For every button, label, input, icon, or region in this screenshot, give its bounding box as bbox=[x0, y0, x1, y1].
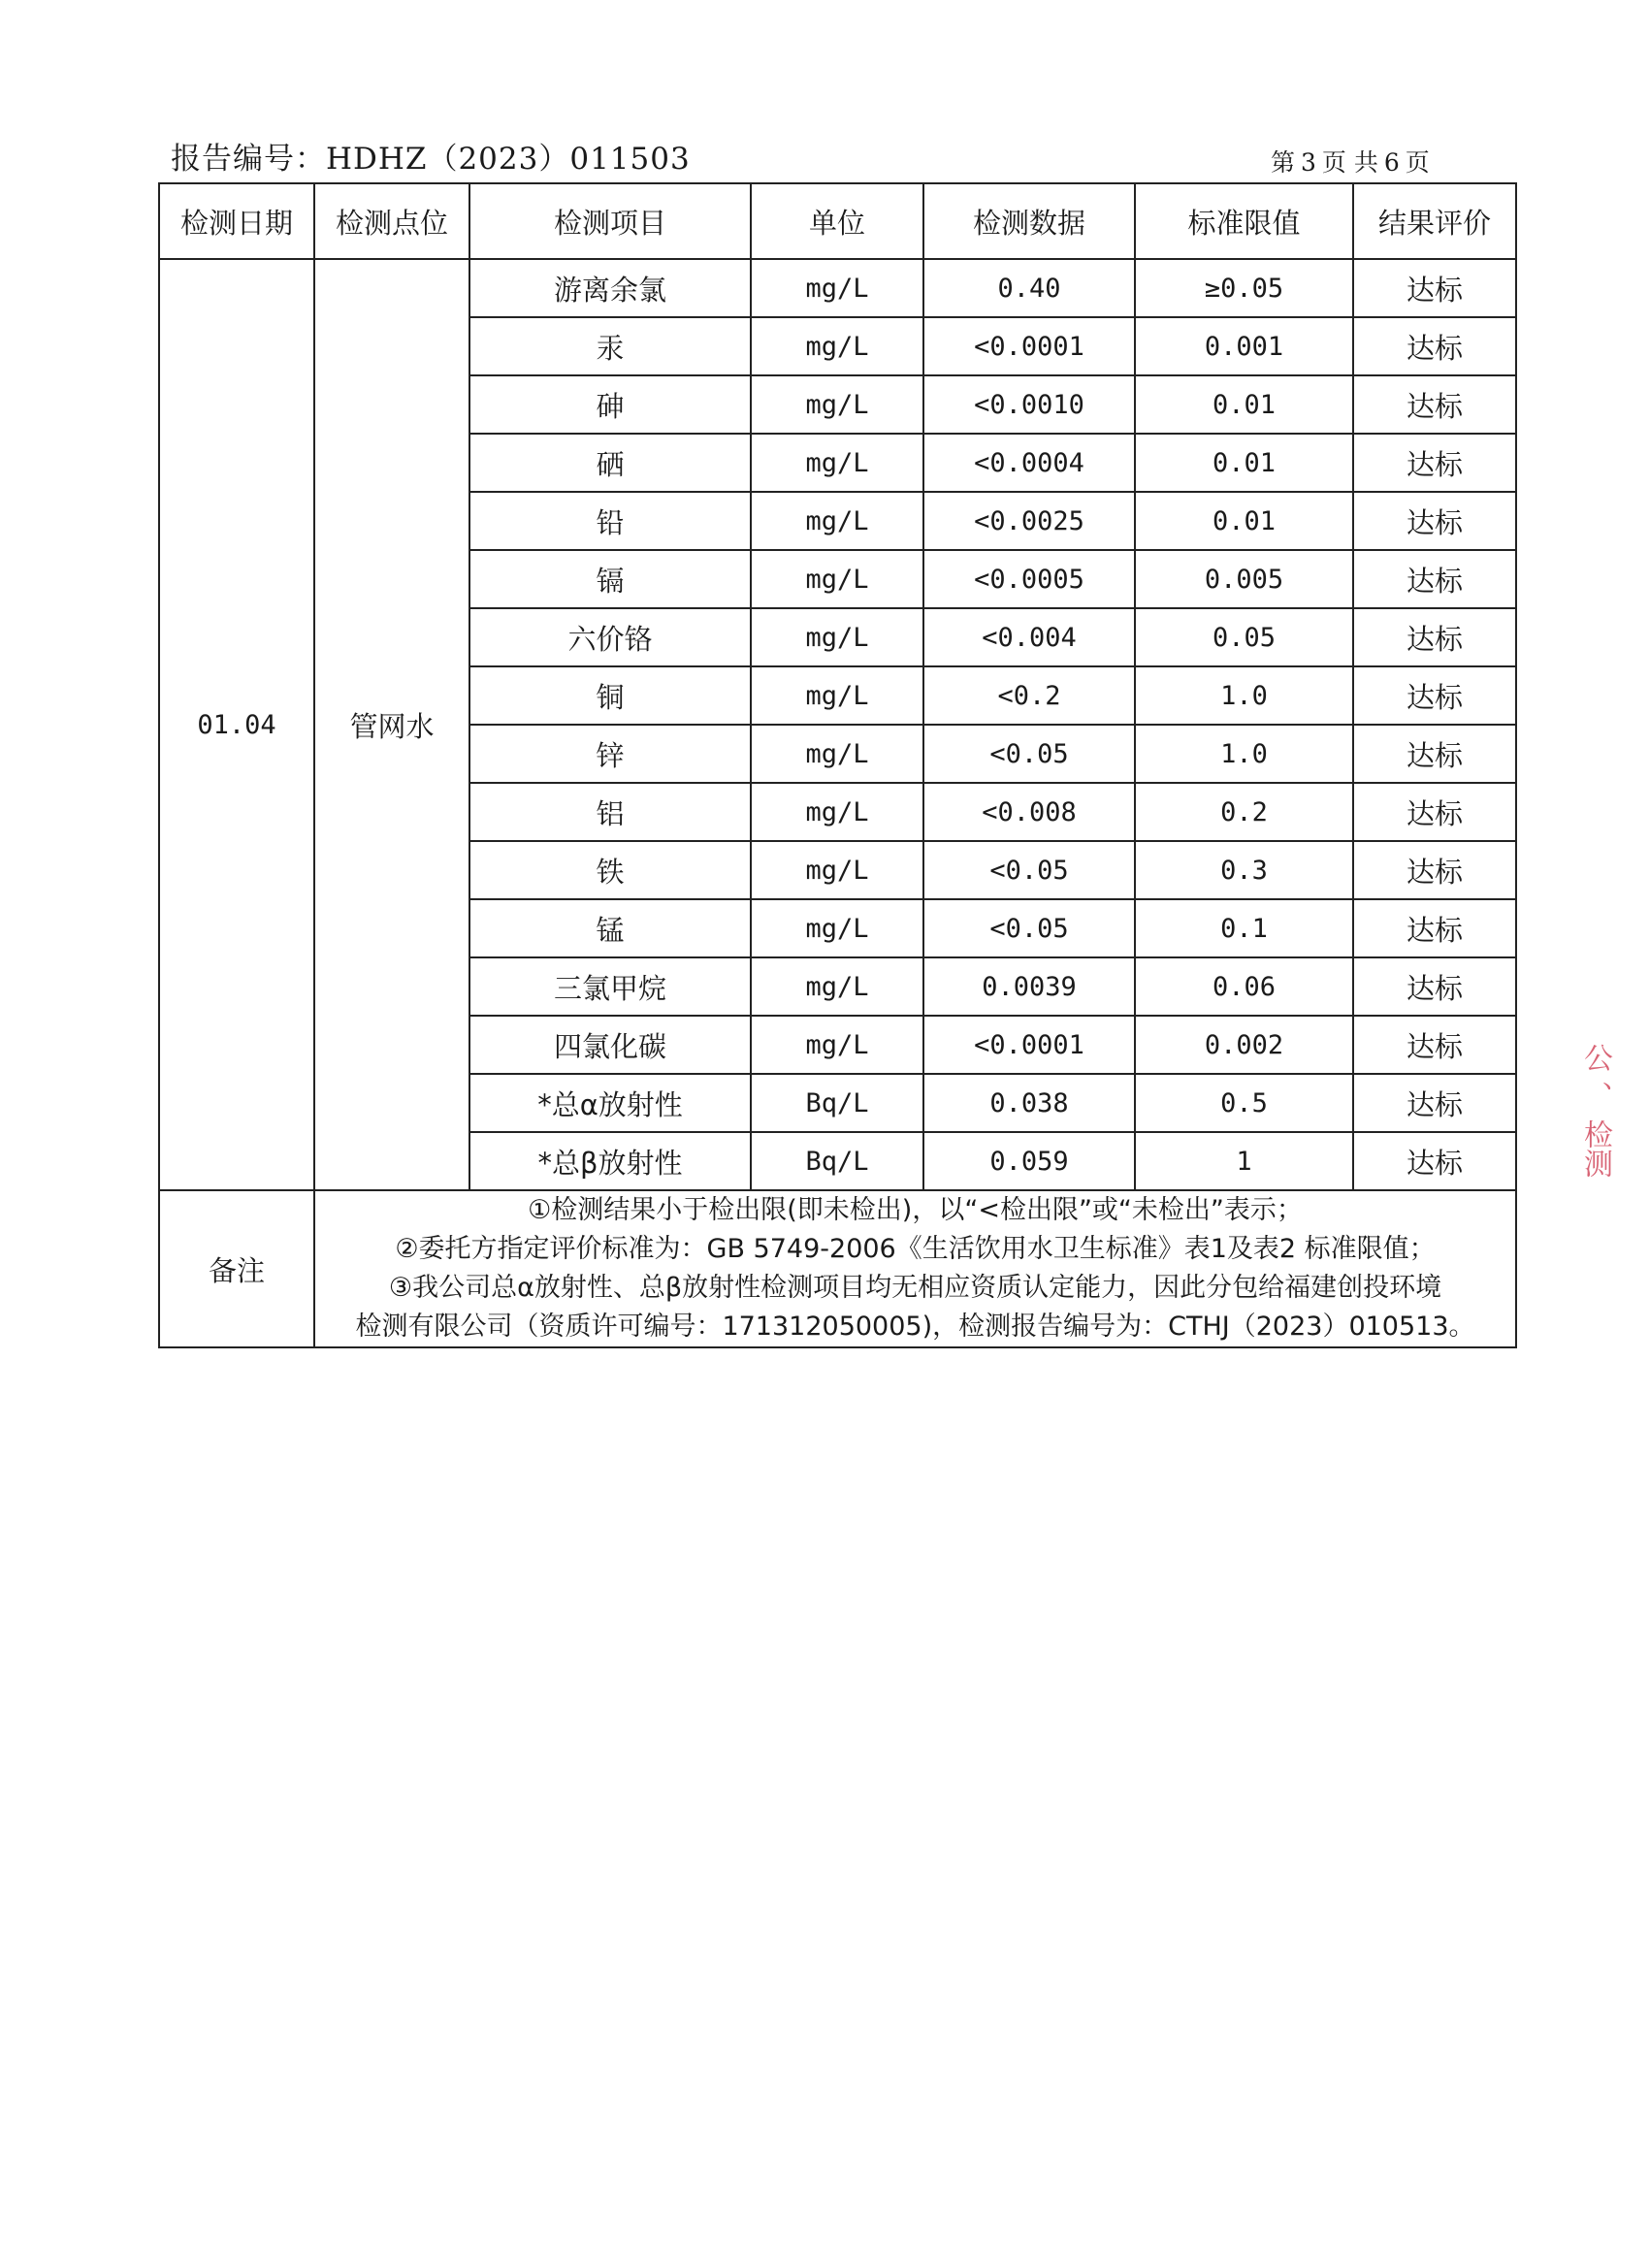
unit: mg/L bbox=[751, 375, 923, 434]
unit: mg/L bbox=[751, 899, 923, 957]
unit: Bq/L bbox=[751, 1132, 923, 1190]
result-eval: 达标 bbox=[1353, 1016, 1516, 1074]
limit-value: 0.005 bbox=[1135, 550, 1353, 608]
limit-value: 0.2 bbox=[1135, 783, 1353, 841]
unit: mg/L bbox=[751, 957, 923, 1016]
test-value: <0.0001 bbox=[923, 1016, 1135, 1074]
result-eval: 达标 bbox=[1353, 957, 1516, 1016]
report-number: 报告编号：HDHZ（2023）011503 bbox=[171, 142, 691, 177]
limit-value: 0.002 bbox=[1135, 1016, 1353, 1074]
result-eval: 达标 bbox=[1353, 550, 1516, 608]
col-header-value: 检测数据 bbox=[923, 183, 1135, 259]
limit-value: 0.001 bbox=[1135, 317, 1353, 375]
result-eval: 达标 bbox=[1353, 725, 1516, 783]
col-header-unit: 单位 bbox=[751, 183, 923, 259]
test-item: 锰 bbox=[469, 899, 751, 957]
test-item: 铝 bbox=[469, 783, 751, 841]
result-eval: 达标 bbox=[1353, 1074, 1516, 1132]
unit: mg/L bbox=[751, 841, 923, 899]
limit-value: 1 bbox=[1135, 1132, 1353, 1190]
test-value: <0.05 bbox=[923, 725, 1135, 783]
limit-value: 0.06 bbox=[1135, 957, 1353, 1016]
page-indicator bbox=[1271, 144, 1436, 178]
test-item: 游离余氯 bbox=[469, 259, 751, 317]
limit-value: 0.05 bbox=[1135, 608, 1353, 666]
unit: mg/L bbox=[751, 1016, 923, 1074]
test-item: 三氯甲烷 bbox=[469, 957, 751, 1016]
result-eval: 达标 bbox=[1353, 783, 1516, 841]
result-eval: 达标 bbox=[1353, 434, 1516, 492]
test-item: *总β放射性 bbox=[469, 1132, 751, 1190]
test-value: 0.059 bbox=[923, 1132, 1135, 1190]
note-line: ①检测结果小于检出限(即未检出)，以“<检出限”或“未检出”表示； bbox=[528, 1195, 1303, 1225]
limit-value: 0.01 bbox=[1135, 434, 1353, 492]
header-row bbox=[159, 183, 1516, 259]
unit: mg/L bbox=[751, 434, 923, 492]
limit-value: 0.3 bbox=[1135, 841, 1353, 899]
limit-value: ≥0.05 bbox=[1135, 259, 1353, 317]
page-prefix: 第 bbox=[1271, 148, 1296, 177]
result-eval: 达标 bbox=[1353, 666, 1516, 725]
test-site: 管网水 bbox=[314, 259, 469, 1190]
limit-value: 0.01 bbox=[1135, 375, 1353, 434]
unit: mg/L bbox=[751, 259, 923, 317]
test-item: 铜 bbox=[469, 666, 751, 725]
result-eval: 达标 bbox=[1353, 317, 1516, 375]
col-header-limit: 标准限值 bbox=[1135, 183, 1353, 259]
table-row bbox=[159, 259, 1516, 317]
result-eval: 达标 bbox=[1353, 1132, 1516, 1190]
unit: mg/L bbox=[751, 317, 923, 375]
notes-row bbox=[159, 1190, 1516, 1347]
test-item: *总α放射性 bbox=[469, 1074, 751, 1132]
test-date: 01.04 bbox=[159, 259, 314, 1190]
test-value: <0.0010 bbox=[923, 375, 1135, 434]
result-eval: 达标 bbox=[1353, 259, 1516, 317]
unit: mg/L bbox=[751, 725, 923, 783]
test-value: <0.05 bbox=[923, 899, 1135, 957]
test-item: 六价铬 bbox=[469, 608, 751, 666]
unit: mg/L bbox=[751, 550, 923, 608]
test-value: <0.0005 bbox=[923, 550, 1135, 608]
test-value: 0.40 bbox=[923, 259, 1135, 317]
notes-content bbox=[314, 1190, 1516, 1347]
limit-value: 0.5 bbox=[1135, 1074, 1353, 1132]
test-value: <0.0025 bbox=[923, 492, 1135, 550]
notes-label: 备注 bbox=[159, 1190, 314, 1347]
test-value: <0.0001 bbox=[923, 317, 1135, 375]
result-eval: 达标 bbox=[1353, 375, 1516, 434]
test-item: 汞 bbox=[469, 317, 751, 375]
test-value: <0.008 bbox=[923, 783, 1135, 841]
test-value: <0.0004 bbox=[923, 434, 1135, 492]
test-item: 铁 bbox=[469, 841, 751, 899]
limit-value: 1.0 bbox=[1135, 666, 1353, 725]
page-total: 6 bbox=[1383, 148, 1400, 177]
unit: mg/L bbox=[751, 492, 923, 550]
col-header-result: 结果评价 bbox=[1353, 183, 1516, 259]
result-eval: 达标 bbox=[1353, 492, 1516, 550]
limit-value: 1.0 bbox=[1135, 725, 1353, 783]
test-value: 0.038 bbox=[923, 1074, 1135, 1132]
test-value: <0.2 bbox=[923, 666, 1135, 725]
note-line: ③我公司总α放射性、总β放射性检测项目均无相应资质认定能力，因此分包给福建创投环境 bbox=[388, 1273, 1442, 1303]
table-body bbox=[159, 259, 1516, 1347]
result-eval: 达标 bbox=[1353, 899, 1516, 957]
page-suffix: 页 bbox=[1405, 148, 1430, 177]
unit: Bq/L bbox=[751, 1074, 923, 1132]
red-seal-stamp: 公 、 检测 bbox=[1578, 1043, 1612, 1179]
result-eval: 达标 bbox=[1353, 841, 1516, 899]
unit: mg/L bbox=[751, 783, 923, 841]
limit-value: 0.1 bbox=[1135, 899, 1353, 957]
unit: mg/L bbox=[751, 666, 923, 725]
note-line: 检测有限公司（资质许可编号：171312050005)，检测报告编号为：CTHJ（2023）010513。 bbox=[355, 1312, 1475, 1342]
col-header-item: 检测项目 bbox=[469, 183, 751, 259]
result-eval: 达标 bbox=[1353, 608, 1516, 666]
test-item: 砷 bbox=[469, 375, 751, 434]
col-header-date: 检测日期 bbox=[159, 183, 314, 259]
limit-value: 0.01 bbox=[1135, 492, 1353, 550]
results-table bbox=[158, 182, 1517, 1348]
test-item: 锌 bbox=[469, 725, 751, 783]
test-item: 镉 bbox=[469, 550, 751, 608]
test-item: 硒 bbox=[469, 434, 751, 492]
note-line: ②委托方指定评价标准为：GB 5749-2006《生活饮用水卫生标准》表1及表2 标准限值； bbox=[395, 1234, 1436, 1264]
test-value: <0.004 bbox=[923, 608, 1135, 666]
test-item: 铅 bbox=[469, 492, 751, 550]
unit: mg/L bbox=[751, 608, 923, 666]
page-current: 3 bbox=[1301, 148, 1316, 177]
test-item: 四氯化碳 bbox=[469, 1016, 751, 1074]
page-mid: 页 共 bbox=[1321, 148, 1378, 177]
col-header-site: 检测点位 bbox=[314, 183, 469, 259]
test-value: <0.05 bbox=[923, 841, 1135, 899]
test-value: 0.0039 bbox=[923, 957, 1135, 1016]
